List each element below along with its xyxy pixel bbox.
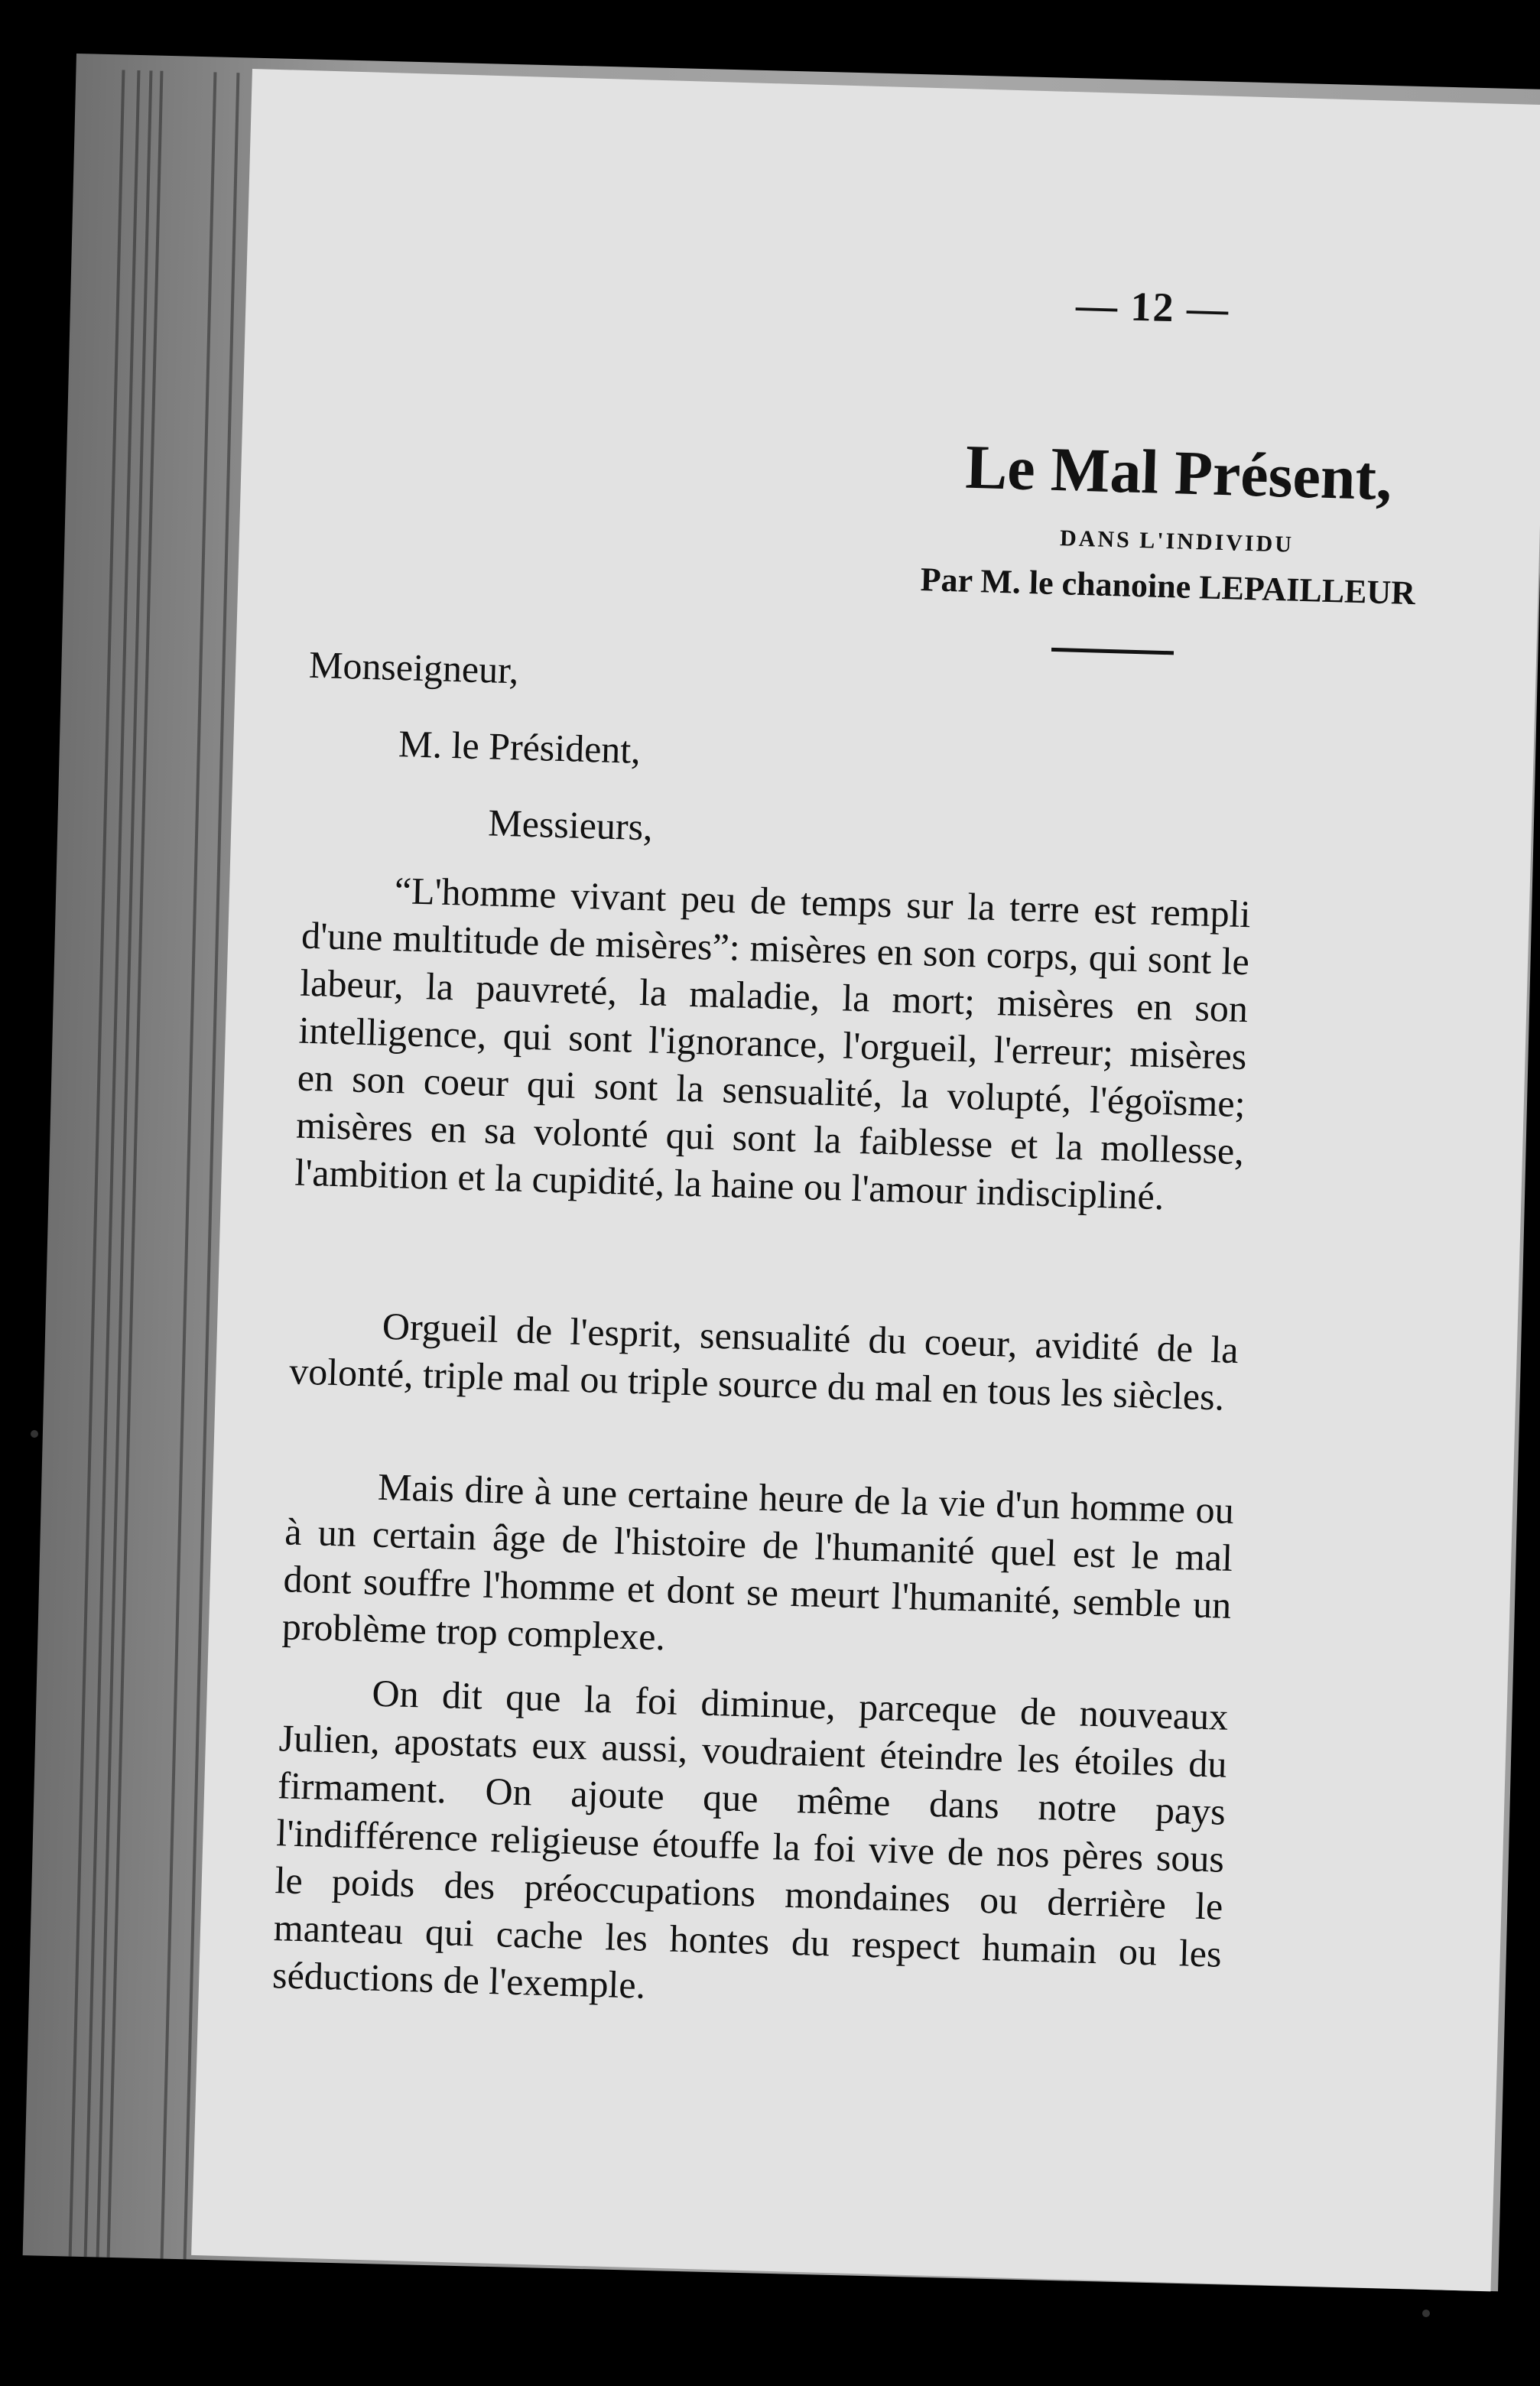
page-title: Le Mal Présent, (964, 431, 1393, 514)
paper-speck (1422, 2310, 1430, 2317)
author-line: Par M. le chanoine LEPAILLEUR (920, 561, 1416, 613)
page-number: — 12 — (1075, 281, 1230, 333)
paragraph-1: “L'homme vivant peu de temps sur la terre est rempli d'une multitude de misères”: misères en son corps, qui sont le labeur, la pauvreté, la maladie, la mort; misères en son intelligence, qui sont l'ignorance, l'orgueil, l'erreur; misères en son coeur qui sont la sensualité, la volupté, l'égoïsme; misères en sa volonté qui sont la faiblesse et la mollesse, l'ambition et la cupidité, la haine ou l'amour indiscipliné. (294, 869, 1252, 1218)
page-edge-line (84, 70, 141, 2257)
text-block (270, 229, 1540, 2098)
paragraph-4: On dit que la foi diminue, parceque de nouveaux Julien, apostats eux aussi, voudraient éteindre les étoiles du firmament. On ajoute que même dans notre pays l'indifférence religieuse étouffe la foi vive de nos pères sous le poids des préoccupations mondaines ou derrière le manteau qui cache les hontes du respect humain ou les séductions de l'exemple. (271, 1671, 1229, 2007)
salutation-messieurs: Messieurs, (487, 801, 654, 849)
salutation-president: M. le Président, (398, 722, 642, 772)
page-edge-line (96, 70, 153, 2257)
title-rule (1051, 648, 1174, 655)
paragraph-3: Mais dire à une certaine heure de la vie d'un homme ou à un certain âge de l'histoire de l'humanité quel est le mal dont souffre l'homme et dont se meurt l'humanité, semble un problème trop complexe. (281, 1464, 1235, 1659)
salutation-monseigneur: Monseigneur, (308, 642, 520, 692)
paragraph-2: Orgueil de l'esprit, sensualité du coeur, avidité de la volonté, triple mal ou triple source du mal en tous les siècles. (288, 1304, 1239, 1419)
page-subtitle: DANS L'INDIVIDU (1059, 525, 1295, 557)
paper-speck (31, 1430, 38, 1438)
